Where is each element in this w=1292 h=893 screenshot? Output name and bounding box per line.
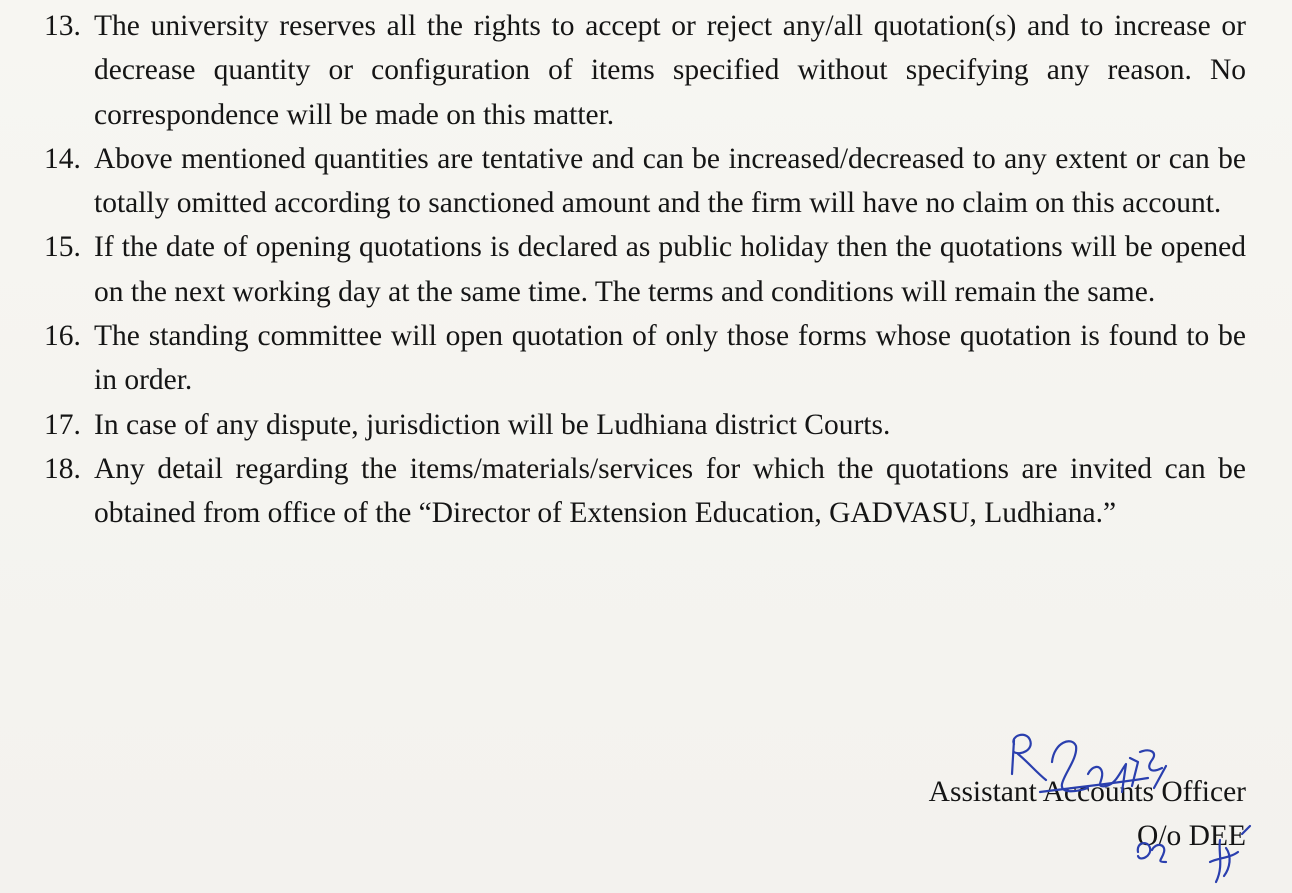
clause-number: 15. [44,231,81,264]
clause-text: Above mentioned quantities are tentative and can be increased/decreased to any extent or can be totally omitted according to sanctioned amount and the firm will have no claim on this account. [94,142,1246,220]
clause-number: 13. [44,10,81,42]
clause-13 [44,4,1246,137]
terms-list [44,4,1246,536]
clause-number: 18. [44,452,81,485]
clause-text: The standing committee will open quotation of only those forms whose quotation is found to be in order. [94,320,1246,397]
clause-number: 16. [44,320,81,353]
clause-14 [44,137,1246,226]
clause-text: Any detail regarding the items/materials/services for which the quotations are invited can be obtained from office of the “Director of Extension Education, GADVASU, Ludhiana.” [94,452,1246,530]
clause-text: The university reserves all the rights to accept or reject any/all quotation(s) and to increase or decrease quantity or configuration of items specified without specifying any reason. No correspondence will be made on this matter. [94,10,1246,131]
clause-18 [44,447,1246,536]
clause-text: If the date of opening quotations is declared as public holiday then the quotations will be opened on the next working day at the same time. The terms and conditions will remain the same. [94,231,1246,308]
clause-15 [44,225,1246,314]
clause-number: 14. [44,142,81,175]
signatory-designation: Assistant Accounts Officer [928,776,1246,808]
handwritten-signature [980,722,1270,887]
signatory-office: O/o DEE [1137,820,1246,852]
clause-text: In case of any dispute, jurisdiction will be Ludhiana district Courts. [94,408,891,441]
clause-number: 17. [44,408,81,441]
signature-ink [1012,735,1250,882]
clause-17 [44,403,1246,447]
clause-16 [44,314,1246,403]
